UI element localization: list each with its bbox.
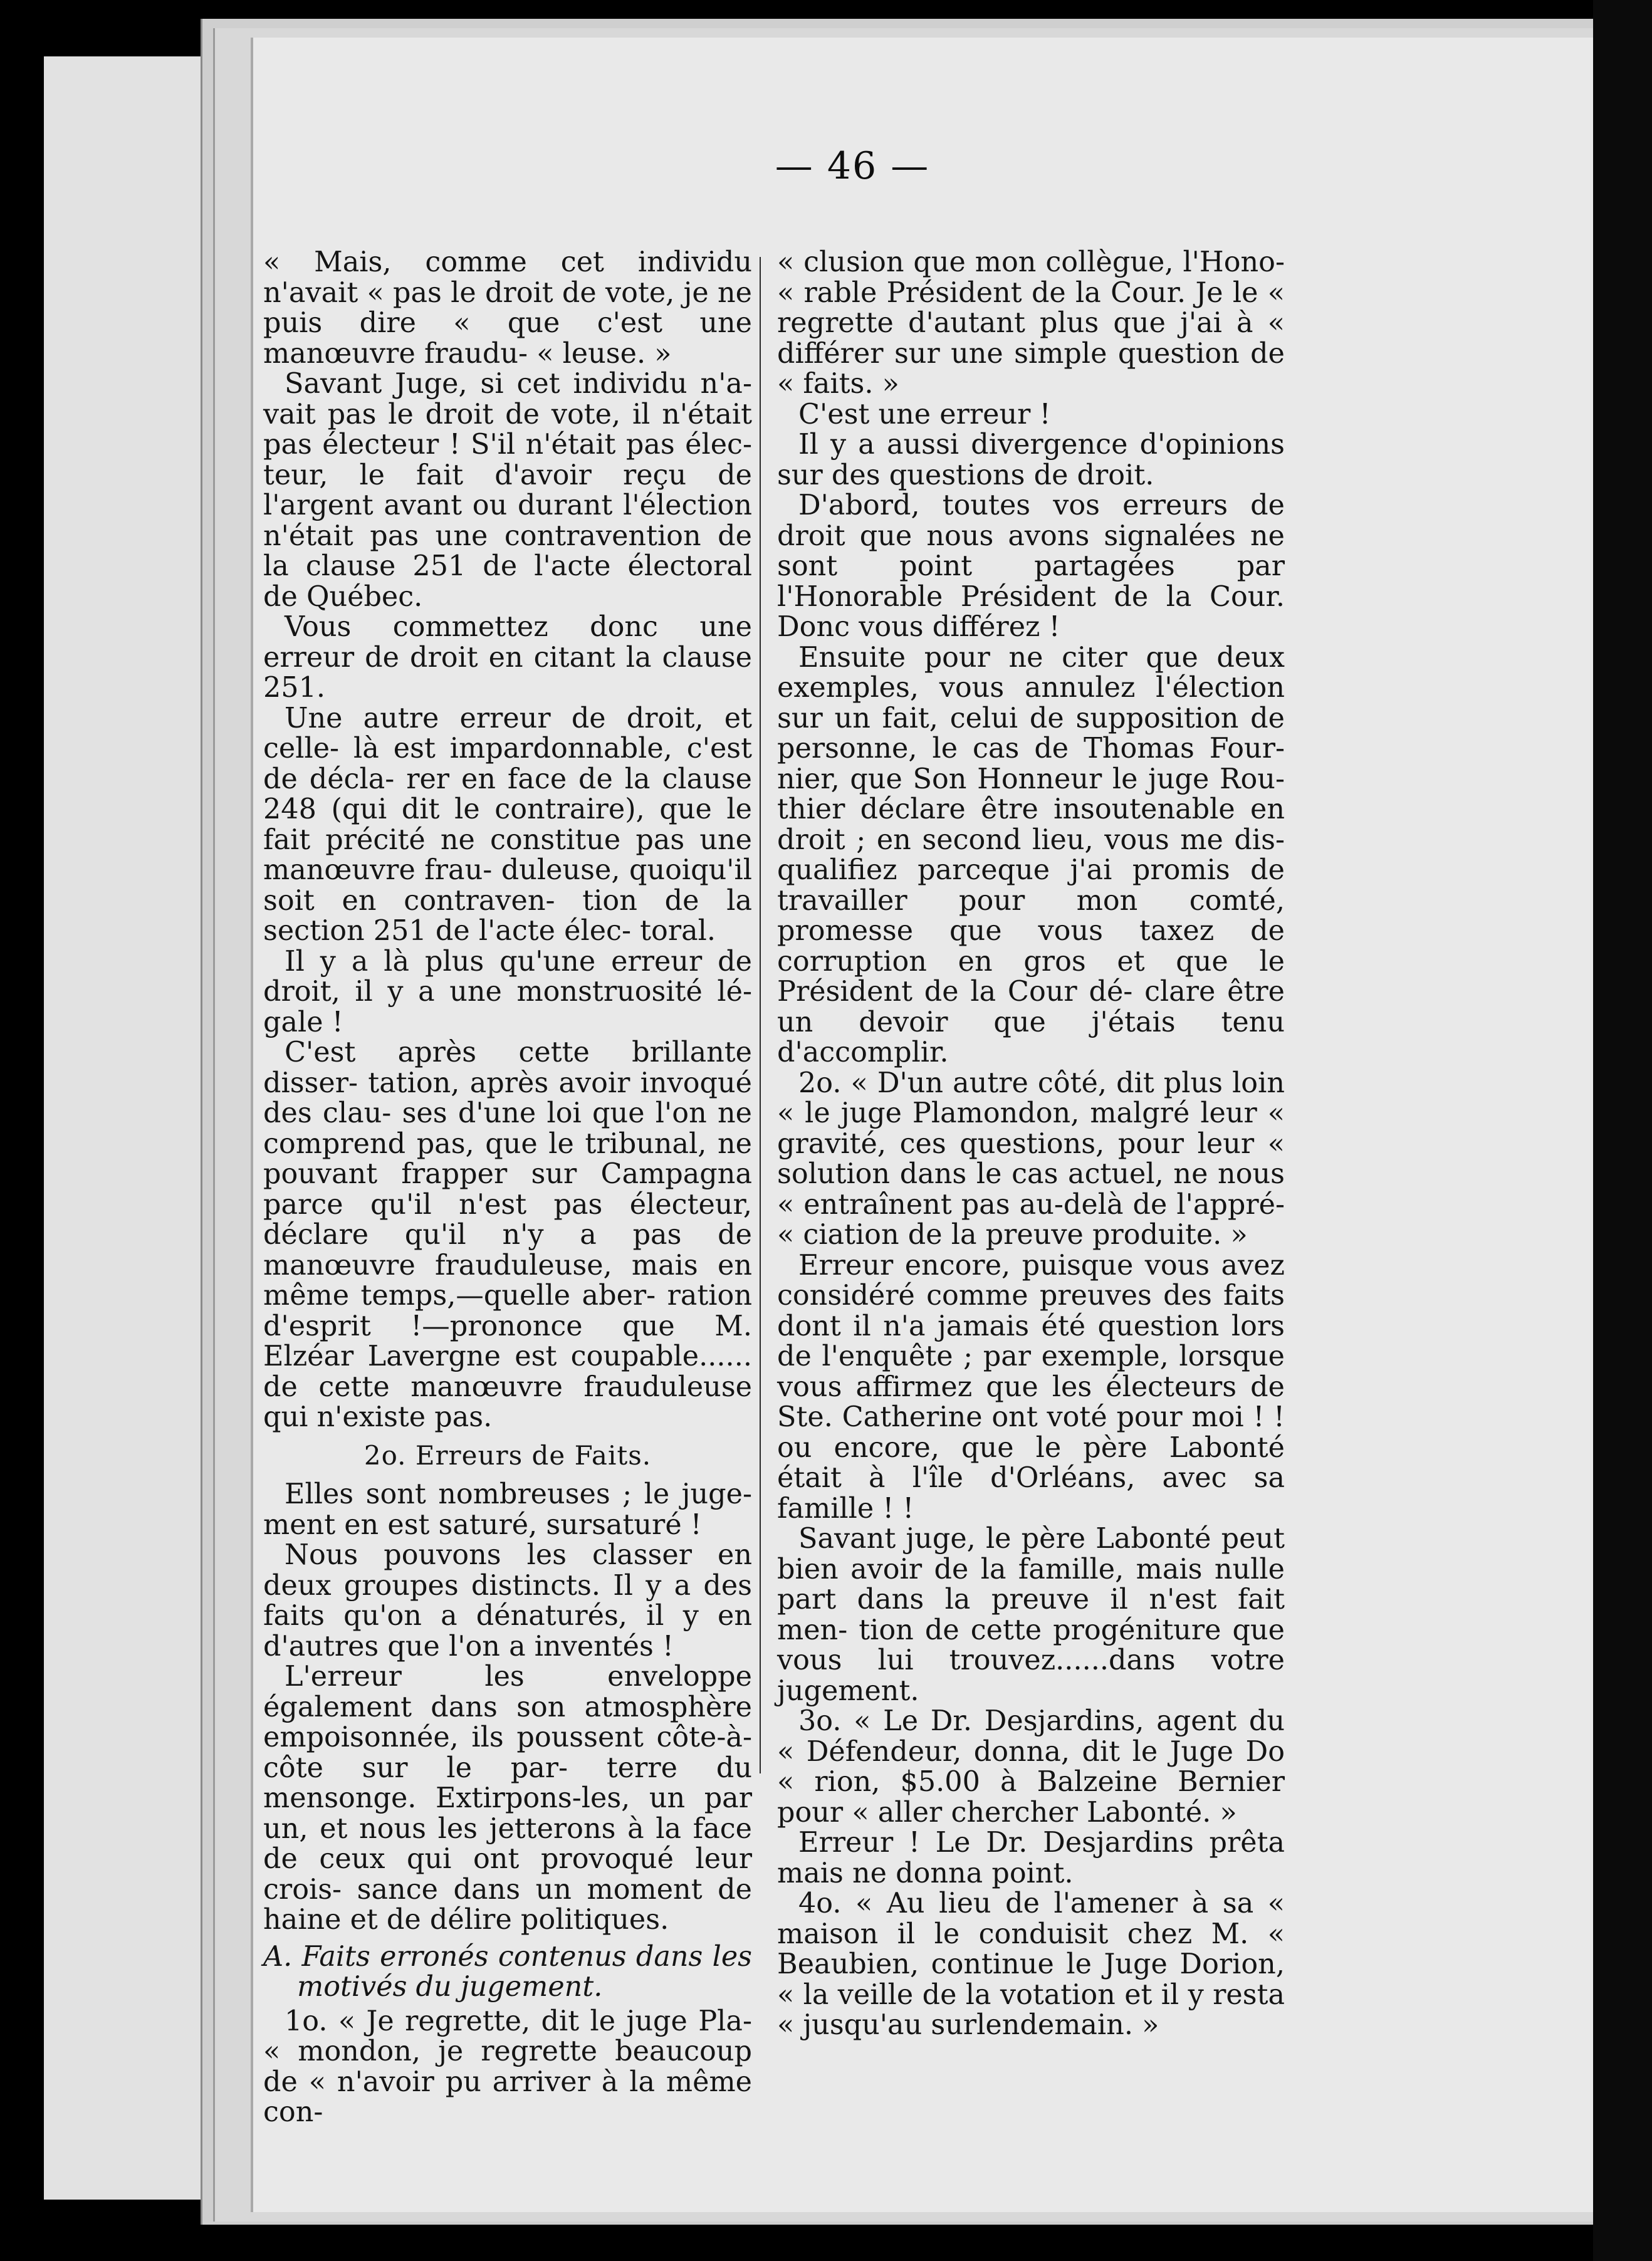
paragraph: Il y a aussi divergence d'opinions sur des questions de droit. bbox=[777, 429, 1285, 491]
paragraph: Erreur encore, puisque vous avez considéré comme preuves des faits dont il n'a jamais été question lors de l'enquête ; par exemple, lorsque vous affirmez que les électeurs de Ste. Catherine ont voté pour moi ! ! ou encore, que le père Labonté était à l'île d'Orléans, avec sa famille ! ! bbox=[777, 1249, 1285, 1525]
paragraph: 4o. « Au lieu de l'amener à sa « maison il le conduisit chez M. « Beaubien, continue le Juge Dorion, « la veille de la votation et il y resta « jusqu'au surlendemain. » bbox=[777, 1888, 1285, 2041]
page-number: — 46 — bbox=[775, 144, 930, 188]
paragraph: Vous commettez donc une erreur de droit en citant la clause 251. bbox=[263, 611, 752, 704]
paragraph: 1o. « Je regrette, dit le juge Pla- « mondon, je regrette beaucoup de « n'avoir pu arriver à la même con- bbox=[263, 2005, 752, 2128]
paragraph: Erreur ! Le Dr. Desjardins prêta mais ne donna point. bbox=[777, 1827, 1285, 1889]
paragraph: 2o. Erreurs de Faits. bbox=[363, 1439, 652, 1471]
paragraph: « clusion que mon collègue, l'Hono- « rable Président de la Cour. Je le « regrette d'autant plus que j'ai à « différer sur une simple question de « faits. » bbox=[777, 246, 1285, 400]
paragraph: Une autre erreur de droit, et celle- là est impardonnable, c'est de décla- rer en face de la clause 248 (qui dit le contraire), que le fait précité ne constitue pas une manœuvre frau- duleuse, quoiqu'il soit en contraven- tion de la section 251 de l'acte élec- toral. bbox=[263, 702, 752, 947]
paragraph: Elles sont nombreuses ; le juge- ment en est saturé, sursaturé ! bbox=[263, 1478, 752, 1541]
column-divider bbox=[760, 257, 761, 1773]
paragraph: Ensuite pour ne citer que deux exemples, vous annulez l'élection sur un fait, celui de supposition de personne, le cas de Thomas Four- nier, que Son Honneur le juge Rou- thier déclare être insoutenable en droit ; en second lieu, vous me dis- qualifiez parceque j'ai promis de travailler pour mon comté, promesse que vous taxez de corruption en gros et que le Président de la Cour dé- clare être un devoir que j'étais tenu d'accomplir. bbox=[777, 641, 1285, 1068]
right-text-column bbox=[777, 248, 1285, 2041]
paragraph: Il y a là plus qu'une erreur de droit, il y a une monstruosité lé- gale ! bbox=[263, 945, 752, 1038]
paragraph: C'est une erreur ! bbox=[798, 398, 1051, 431]
paragraph: « Mais, comme cet individu n'avait « pas le droit de vote, je ne puis dire « que c'est une manœuvre fraudu- « leuse. » bbox=[263, 246, 752, 370]
scan-border bbox=[1593, 0, 1652, 2261]
paragraph: Nous pouvons les classer en deux groupes distincts. Il y a des faits qu'on a dénaturés, il y en d'autres que l'on a inventés ! bbox=[263, 1539, 752, 1663]
paragraph: Savant Juge, si cet individu n'a- vait pas le droit de vote, il n'était pas électeur ! S'il n'était pas élec- teur, le fait d'avoir reçu de l'argent avant ou durant l'élection n'était pas une contravention de la clause 251 de l'acte électoral de Québec. bbox=[263, 368, 752, 613]
paragraph: D'abord, toutes vos erreurs de droit que nous avons signalées ne sont point partagées par l'Honorable Président de la Cour. Donc vous différez ! bbox=[777, 489, 1285, 643]
paragraph: A. Faits erronés contenus dans les motivés du jugement. bbox=[263, 1940, 752, 2003]
paragraph: L'erreur les enveloppe également dans son atmosphère empoisonnée, ils poussent côte-à-côte sur le par- terre du mensonge. Extirpons-les, un par un, et nous les jetterons à la face de ceux qui ont provoqué leur crois- sance dans un moment de haine et de délire politiques. bbox=[263, 1661, 752, 1936]
paragraph: C'est après cette brillante disser- tation, après avoir invoqué des clau- ses d'une loi que l'on ne comprend pas, que le tribunal, ne pouvant frapper sur Campagna parce qu'il n'est pas électeur, déclare qu'il n'y a pas de manœuvre frauduleuse, mais en même temps,—quelle aber- ration d'esprit !—prononce que M. Elzéar Lavergne est coupable...... de cette manœuvre frauduleuse qui n'existe pas. bbox=[263, 1037, 752, 1433]
left-text-column bbox=[263, 248, 752, 2128]
paragraph: 2o. « D'un autre côté, dit plus loin « le juge Plamondon, malgré leur « gravité, ces questions, pour leur « solution dans le cas actuel, ne nous « entraînent pas au-delà de l'appré- « ciation de la preuve produite. » bbox=[777, 1067, 1285, 1251]
paragraph: Savant juge, le père Labonté peut bien avoir de la famille, mais nulle part dans la preuve il n'est fait men- tion de cette progéniture que vous lui trouvez......dans votre jugement. bbox=[777, 1523, 1285, 1707]
paragraph: 3o. « Le Dr. Desjardins, agent du « Défendeur, donna, dit le Juge Do « rion, $5.00 à Balzeine Bernier pour « aller chercher Labonté. » bbox=[777, 1705, 1285, 1829]
